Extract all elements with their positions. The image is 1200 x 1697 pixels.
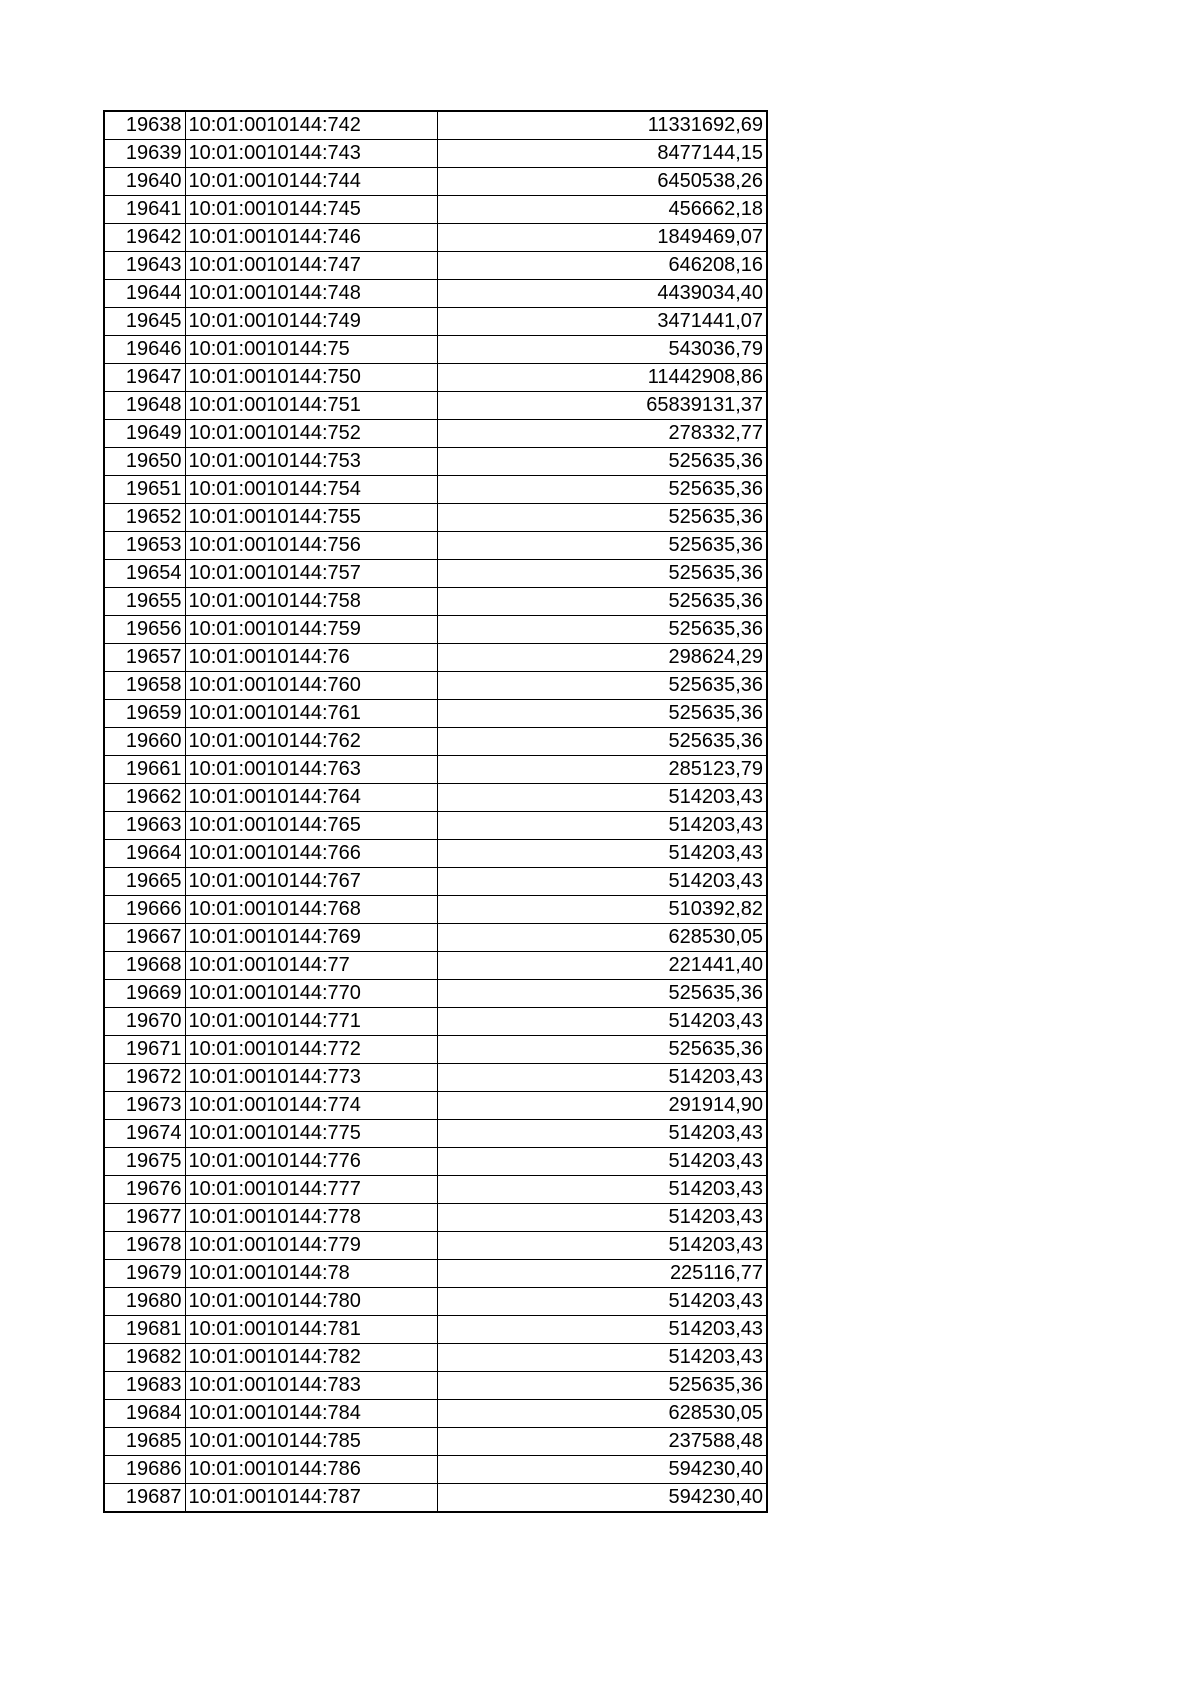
table-row <box>104 1288 767 1316</box>
table-row <box>104 1344 767 1372</box>
table-row <box>104 896 767 924</box>
row-number-cell: 19678 <box>104 1232 185 1260</box>
cadastral-number-cell: 10:01:0010144:755 <box>185 504 437 532</box>
row-number-cell: 19657 <box>104 644 185 672</box>
value-cell: 594230,40 <box>437 1456 767 1484</box>
cadastral-number-cell: 10:01:0010144:771 <box>185 1008 437 1036</box>
data-table <box>103 110 768 1513</box>
value-cell: 514203,43 <box>437 1176 767 1204</box>
row-number-cell: 19660 <box>104 728 185 756</box>
cadastral-number-cell: 10:01:0010144:752 <box>185 420 437 448</box>
cadastral-number-cell: 10:01:0010144:767 <box>185 868 437 896</box>
table-row <box>104 1064 767 1092</box>
table-row <box>104 1232 767 1260</box>
value-cell: 221441,40 <box>437 952 767 980</box>
value-cell: 225116,77 <box>437 1260 767 1288</box>
value-cell: 6450538,26 <box>437 168 767 196</box>
row-number-cell: 19666 <box>104 896 185 924</box>
row-number-cell: 19638 <box>104 111 185 140</box>
value-cell: 8477144,15 <box>437 140 767 168</box>
table-row <box>104 616 767 644</box>
row-number-cell: 19654 <box>104 560 185 588</box>
value-cell: 514203,43 <box>437 1204 767 1232</box>
row-number-cell: 19653 <box>104 532 185 560</box>
cadastral-number-cell: 10:01:0010144:780 <box>185 1288 437 1316</box>
value-cell: 514203,43 <box>437 1064 767 1092</box>
cadastral-number-cell: 10:01:0010144:748 <box>185 280 437 308</box>
cadastral-number-cell: 10:01:0010144:784 <box>185 1400 437 1428</box>
row-number-cell: 19664 <box>104 840 185 868</box>
table-row <box>104 1036 767 1064</box>
row-number-cell: 19647 <box>104 364 185 392</box>
table-row <box>104 560 767 588</box>
table-row <box>104 1316 767 1344</box>
row-number-cell: 19668 <box>104 952 185 980</box>
row-number-cell: 19641 <box>104 196 185 224</box>
row-number-cell: 19686 <box>104 1456 185 1484</box>
row-number-cell: 19640 <box>104 168 185 196</box>
table-row <box>104 868 767 896</box>
cadastral-number-cell: 10:01:0010144:762 <box>185 728 437 756</box>
value-cell: 525635,36 <box>437 448 767 476</box>
value-cell: 291914,90 <box>437 1092 767 1120</box>
row-number-cell: 19642 <box>104 224 185 252</box>
cadastral-number-cell: 10:01:0010144:779 <box>185 1232 437 1260</box>
table-body <box>104 111 767 1512</box>
cadastral-number-cell: 10:01:0010144:757 <box>185 560 437 588</box>
table-row <box>104 252 767 280</box>
value-cell: 514203,43 <box>437 812 767 840</box>
value-cell: 11331692,69 <box>437 111 767 140</box>
cadastral-number-cell: 10:01:0010144:75 <box>185 336 437 364</box>
table-row <box>104 476 767 504</box>
row-number-cell: 19652 <box>104 504 185 532</box>
cadastral-number-cell: 10:01:0010144:772 <box>185 1036 437 1064</box>
cadastral-number-cell: 10:01:0010144:751 <box>185 392 437 420</box>
value-cell: 298624,29 <box>437 644 767 672</box>
cadastral-number-cell: 10:01:0010144:76 <box>185 644 437 672</box>
value-cell: 514203,43 <box>437 840 767 868</box>
cadastral-number-cell: 10:01:0010144:760 <box>185 672 437 700</box>
table-row <box>104 1260 767 1288</box>
table-row <box>104 504 767 532</box>
row-number-cell: 19675 <box>104 1148 185 1176</box>
row-number-cell: 19643 <box>104 252 185 280</box>
cadastral-number-cell: 10:01:0010144:743 <box>185 140 437 168</box>
row-number-cell: 19669 <box>104 980 185 1008</box>
cadastral-number-cell: 10:01:0010144:758 <box>185 588 437 616</box>
cadastral-number-cell: 10:01:0010144:775 <box>185 1120 437 1148</box>
value-cell: 525635,36 <box>437 616 767 644</box>
row-number-cell: 19648 <box>104 392 185 420</box>
table-row <box>104 672 767 700</box>
cadastral-number-cell: 10:01:0010144:745 <box>185 196 437 224</box>
value-cell: 594230,40 <box>437 1484 767 1513</box>
value-cell: 11442908,86 <box>437 364 767 392</box>
value-cell: 525635,36 <box>437 1036 767 1064</box>
row-number-cell: 19682 <box>104 1344 185 1372</box>
cadastral-number-cell: 10:01:0010144:786 <box>185 1456 437 1484</box>
row-number-cell: 19676 <box>104 1176 185 1204</box>
value-cell: 237588,48 <box>437 1428 767 1456</box>
row-number-cell: 19658 <box>104 672 185 700</box>
value-cell: 514203,43 <box>437 1288 767 1316</box>
cadastral-number-cell: 10:01:0010144:746 <box>185 224 437 252</box>
row-number-cell: 19646 <box>104 336 185 364</box>
table-row <box>104 644 767 672</box>
cadastral-number-cell: 10:01:0010144:756 <box>185 532 437 560</box>
row-number-cell: 19685 <box>104 1428 185 1456</box>
table-row <box>104 980 767 1008</box>
cadastral-number-cell: 10:01:0010144:787 <box>185 1484 437 1513</box>
value-cell: 514203,43 <box>437 1232 767 1260</box>
cadastral-number-cell: 10:01:0010144:763 <box>185 756 437 784</box>
cadastral-number-cell: 10:01:0010144:781 <box>185 1316 437 1344</box>
row-number-cell: 19681 <box>104 1316 185 1344</box>
value-cell: 628530,05 <box>437 1400 767 1428</box>
value-cell: 4439034,40 <box>437 280 767 308</box>
row-number-cell: 19665 <box>104 868 185 896</box>
row-number-cell: 19680 <box>104 1288 185 1316</box>
table-row <box>104 168 767 196</box>
row-number-cell: 19687 <box>104 1484 185 1513</box>
row-number-cell: 19679 <box>104 1260 185 1288</box>
row-number-cell: 19649 <box>104 420 185 448</box>
value-cell: 285123,79 <box>437 756 767 784</box>
table-row <box>104 448 767 476</box>
table-row <box>104 812 767 840</box>
value-cell: 514203,43 <box>437 784 767 812</box>
table-row <box>104 111 767 140</box>
cadastral-number-cell: 10:01:0010144:742 <box>185 111 437 140</box>
value-cell: 525635,36 <box>437 980 767 1008</box>
row-number-cell: 19655 <box>104 588 185 616</box>
cadastral-number-cell: 10:01:0010144:765 <box>185 812 437 840</box>
value-cell: 510392,82 <box>437 896 767 924</box>
table-row <box>104 700 767 728</box>
value-cell: 65839131,37 <box>437 392 767 420</box>
table-row <box>104 1176 767 1204</box>
table-row <box>104 588 767 616</box>
value-cell: 514203,43 <box>437 1344 767 1372</box>
cadastral-number-cell: 10:01:0010144:770 <box>185 980 437 1008</box>
cadastral-number-cell: 10:01:0010144:783 <box>185 1372 437 1400</box>
cadastral-number-cell: 10:01:0010144:753 <box>185 448 437 476</box>
value-cell: 525635,36 <box>437 504 767 532</box>
value-cell: 646208,16 <box>437 252 767 280</box>
table-row <box>104 532 767 560</box>
cadastral-number-cell: 10:01:0010144:773 <box>185 1064 437 1092</box>
row-number-cell: 19645 <box>104 308 185 336</box>
value-cell: 514203,43 <box>437 1008 767 1036</box>
table-row <box>104 1372 767 1400</box>
cadastral-number-cell: 10:01:0010144:747 <box>185 252 437 280</box>
value-cell: 525635,36 <box>437 728 767 756</box>
table-row <box>104 924 767 952</box>
row-number-cell: 19659 <box>104 700 185 728</box>
row-number-cell: 19662 <box>104 784 185 812</box>
row-number-cell: 19639 <box>104 140 185 168</box>
cadastral-number-cell: 10:01:0010144:777 <box>185 1176 437 1204</box>
value-cell: 525635,36 <box>437 532 767 560</box>
table-row <box>104 224 767 252</box>
table-row <box>104 420 767 448</box>
cadastral-number-cell: 10:01:0010144:785 <box>185 1428 437 1456</box>
table-row <box>104 392 767 420</box>
row-number-cell: 19651 <box>104 476 185 504</box>
row-number-cell: 19672 <box>104 1064 185 1092</box>
value-cell: 3471441,07 <box>437 308 767 336</box>
row-number-cell: 19667 <box>104 924 185 952</box>
cadastral-number-cell: 10:01:0010144:744 <box>185 168 437 196</box>
table-row <box>104 952 767 980</box>
table-row <box>104 728 767 756</box>
value-cell: 456662,18 <box>437 196 767 224</box>
row-number-cell: 19683 <box>104 1372 185 1400</box>
row-number-cell: 19663 <box>104 812 185 840</box>
value-cell: 525635,36 <box>437 700 767 728</box>
table-row <box>104 1008 767 1036</box>
row-number-cell: 19644 <box>104 280 185 308</box>
table-row <box>104 1204 767 1232</box>
value-cell: 278332,77 <box>437 420 767 448</box>
table-row <box>104 280 767 308</box>
row-number-cell: 19674 <box>104 1120 185 1148</box>
table-row <box>104 1400 767 1428</box>
table-row <box>104 1120 767 1148</box>
row-number-cell: 19671 <box>104 1036 185 1064</box>
cadastral-number-cell: 10:01:0010144:759 <box>185 616 437 644</box>
table-row <box>104 308 767 336</box>
table-row <box>104 336 767 364</box>
table-row <box>104 756 767 784</box>
cadastral-number-cell: 10:01:0010144:776 <box>185 1148 437 1176</box>
value-cell: 525635,36 <box>437 588 767 616</box>
cadastral-number-cell: 10:01:0010144:78 <box>185 1260 437 1288</box>
value-cell: 1849469,07 <box>437 224 767 252</box>
table-row <box>104 1092 767 1120</box>
value-cell: 525635,36 <box>437 560 767 588</box>
row-number-cell: 19684 <box>104 1400 185 1428</box>
table-row <box>104 840 767 868</box>
row-number-cell: 19673 <box>104 1092 185 1120</box>
table-row <box>104 140 767 168</box>
cadastral-number-cell: 10:01:0010144:77 <box>185 952 437 980</box>
row-number-cell: 19677 <box>104 1204 185 1232</box>
cadastral-number-cell: 10:01:0010144:754 <box>185 476 437 504</box>
cadastral-number-cell: 10:01:0010144:761 <box>185 700 437 728</box>
table-row <box>104 1484 767 1513</box>
table-row <box>104 1428 767 1456</box>
value-cell: 514203,43 <box>437 1120 767 1148</box>
table-row <box>104 1148 767 1176</box>
value-cell: 514203,43 <box>437 1148 767 1176</box>
row-number-cell: 19670 <box>104 1008 185 1036</box>
cadastral-number-cell: 10:01:0010144:749 <box>185 308 437 336</box>
row-number-cell: 19650 <box>104 448 185 476</box>
value-cell: 628530,05 <box>437 924 767 952</box>
cadastral-number-cell: 10:01:0010144:778 <box>185 1204 437 1232</box>
table-row <box>104 1456 767 1484</box>
cadastral-number-cell: 10:01:0010144:769 <box>185 924 437 952</box>
cadastral-number-cell: 10:01:0010144:764 <box>185 784 437 812</box>
value-cell: 525635,36 <box>437 476 767 504</box>
table-row <box>104 784 767 812</box>
value-cell: 543036,79 <box>437 336 767 364</box>
value-cell: 525635,36 <box>437 1372 767 1400</box>
cadastral-number-cell: 10:01:0010144:768 <box>185 896 437 924</box>
row-number-cell: 19656 <box>104 616 185 644</box>
value-cell: 525635,36 <box>437 672 767 700</box>
value-cell: 514203,43 <box>437 1316 767 1344</box>
cadastral-number-cell: 10:01:0010144:782 <box>185 1344 437 1372</box>
cadastral-number-cell: 10:01:0010144:774 <box>185 1092 437 1120</box>
cadastral-number-cell: 10:01:0010144:766 <box>185 840 437 868</box>
row-number-cell: 19661 <box>104 756 185 784</box>
cadastral-number-cell: 10:01:0010144:750 <box>185 364 437 392</box>
table-row <box>104 364 767 392</box>
value-cell: 514203,43 <box>437 868 767 896</box>
table-row <box>104 196 767 224</box>
